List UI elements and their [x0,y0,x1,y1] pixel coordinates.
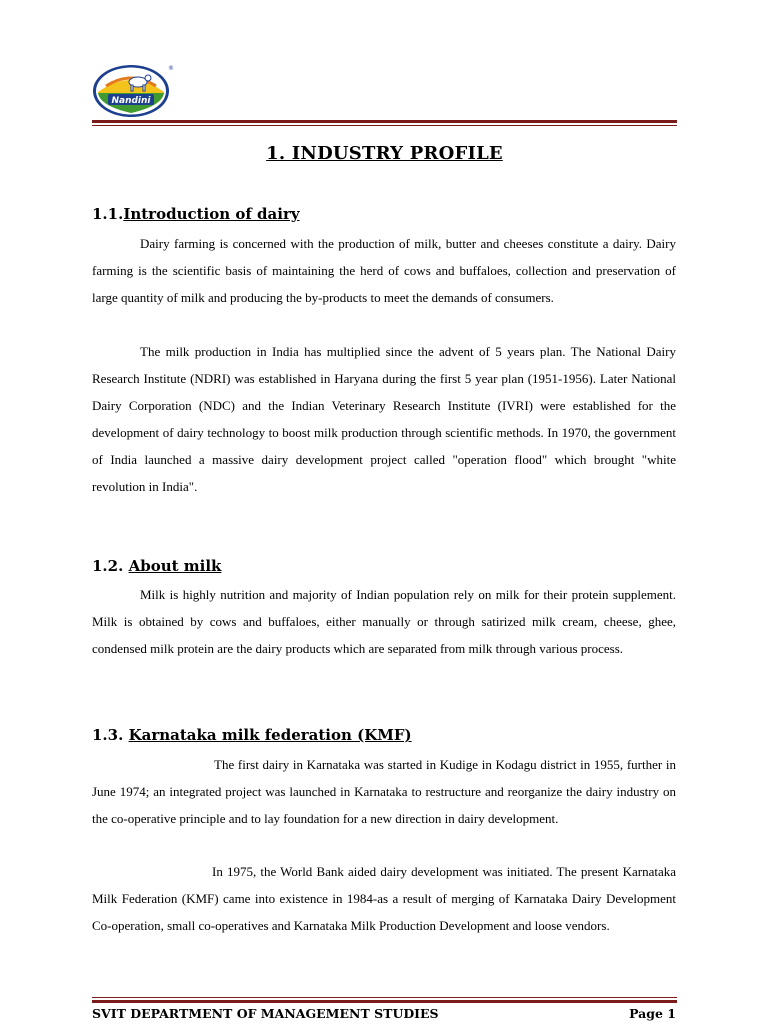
section-number: 1.1. [92,205,124,223]
paragraph: Milk is highly nutrition and majority of Indian population rely on milk for their protein supplement. Milk is obtained by cows and buffaloes, either manually or through satirized milk cream, cheese, ghee, condensed milk protein are the dairy products which are separated from milk through various process. [92,587,676,656]
nandini-logo-icon [92,62,174,118]
section-heading-introduction [92,205,300,223]
footer-department: SVIT DEPARTMENT OF MANAGEMENT STUDIES [92,1006,439,1021]
section-title: About milk [128,557,222,575]
paragraph: The first dairy in Karnataka was started in Kudige in Kodagu district in 1955, further in June 1974; an integrated project was launched in Karnataka to restructure and reorganize the dairy industry on the co-operative principle and to lay foundation for a new direction in dairy development. [92,757,676,826]
footer-rule [92,997,677,1003]
section-number: 1.3. [92,726,124,744]
section-heading-about-milk [92,557,221,575]
section-heading-kmf [92,726,412,744]
paragraph: Dairy farming is concerned with the production of milk, butter and cheeses constitute a dairy. Dairy farming is the scientific basis of maintaining the herd of cows and buffaloes, collection and preservation of large quantity of milk and producing the by-products to meet the demands of consumers. [92,236,676,305]
footer-page-number: Page 1 [629,1006,676,1021]
nandini-logo [92,62,174,118]
page-title: 1. INDUSTRY PROFILE [266,143,503,164]
header-rule [92,120,677,126]
paragraph: The milk production in India has multiplied since the advent of 5 years plan. The National Dairy Research Institute (NDRI) was established in Haryana during the first 5 year plan (1951-1956). Later National Dairy Corporation (NDC) and the Indian Veterinary Research Institute (IVRI) were established for the development of dairy technology to boost milk production through scientific methods. In 1970, the government of India launched a massive dairy development project called "operation flood" which brought "white revolution in India". [92,344,676,494]
section-title: Introduction of dairy [123,205,300,223]
section-title: Karnataka milk federation (KMF) [128,726,412,744]
registered-mark: ® [168,65,174,72]
logo-wordmark: Nandini [111,96,151,106]
section-number: 1.2. [92,557,124,575]
paragraph: In 1975, the World Bank aided dairy development was initiated. The present Karnataka Milk Federation (KMF) came into existence in 1984-as a result of merging of Karnataka Dairy Development Co-operation, small co-operatives and Karnataka Milk Production Development and loose vendors. [92,864,676,933]
